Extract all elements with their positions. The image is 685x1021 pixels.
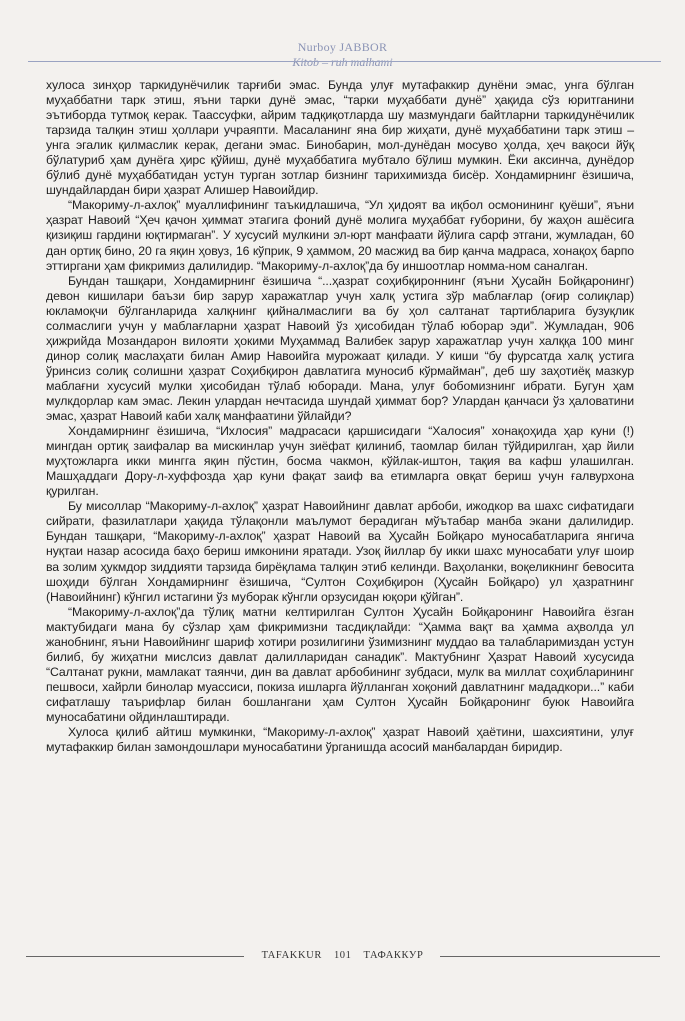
footer-journal-cyrillic: ТАФАККУР <box>363 950 424 961</box>
footer-label <box>0 949 685 963</box>
header-rule <box>28 61 661 62</box>
article-body <box>46 78 634 755</box>
paragraph: Бу мисоллар “Макориму-л-ахлоқ” ҳазрат Навоийнинг давлат арбоби, ижодкор ва шахс сифатидаги сийрати, фазилатлари ҳақида тўлақонли маълумот берадиган мўътабар манба экани далилидир. Бундан ташқари, “Макориму-л-ахлоқ” ҳазрат Навоий ва Ҳусайн Бойқаро муносабатларига янгича нуқтаи назар асосида баҳо бериш имконини яратади. Узоқ йиллар бу икки шахс муносабати улуғ шоир ва золим ҳукмдор зиддияти тарзида бирёқлама талқин этиб келинди. Ваҳоланки, воқеликнинг бевосита шоҳиди бўлган Хондамирнинг ёзишича, “Султон Соҳибқирон (Ҳусайн Бойқаро) ул ҳазратнинг (Навоийнинг) кўнгил истагини ўз муборак кўнгли орзусидан юқори қўйган”. <box>46 499 634 604</box>
paragraph: “Макориму-л-ахлоқ” муаллифининг таъкидлашича, “Ул ҳидоят ва иқбол осмонининг қуёши”, яъни ҳазрат Навоий “Ҳеч қачон ҳиммат этагига фоний дунё молига муҳаббат ғуборини, бу жаҳон ашёсига қизиқиш гардини юқтирмаган”. У хусусий мулкини эл-юрт манфаати йўлига сарф этгани, жумладан, 60 дан ортиқ бино, 20 га яқин ҳовуз, 16 кўприк, 9 ҳаммом, 20 масжид ва бир қанча мадраса, хонақоҳ барпо эттиргани ҳам фикримиз далилидир. “Макориму-л-ахлоқ”да бу иншоотлар номма-ном саналган. <box>46 198 634 273</box>
page-number: 101 <box>333 950 352 961</box>
paragraph: хулоса зинҳор таркидунёчилик тарғиби эмас. Бунда улуғ мутафаккир дунёни эмас, унга бўлган муҳаббатни тарк этиш, яъни тарки дунё эмас, “тарки муҳаббати дунё” ҳақида сўз юритганини эътиборда тутмоқ керак. Таассуфки, айрим тадқиқотларда шу мазмундаги байтларни таркидунёчилик тарзида талқин этиш ҳоллари учраяпти. Масаланинг яна бир жиҳати, дунё муҳаббатини тарк этиш – унга эгалик қилмаслик керак, дегани эмас. Бинобарин, мол-дунёдан мосуво ҳолда, ҳеч вақоси йўқ бўлатуриб ҳам дунёга ҳирс қўйиш, дунё муҳаббатига мубтало бўлиш мумкин. Ёки аксинча, дунёдор бўлиб дунё муҳаббатидан устун турган зотлар бизнинг тарихимизда бисёр. Хондамирнинг ёзишича, шундайлардан бири ҳазрат Алишер Навоийдир. <box>46 78 634 198</box>
paragraph: Хондамирнинг ёзишича, “Ихлосия” мадрасаси қаршисидаги “Халосия” хонақоҳида ҳар куни (!) мингдан ортиқ заифалар ва мискинлар учун зиёфат қилиниб, таомлар билан тўйдирилган, ҳар йили муҳтожларга икки мингга яқин пўстин, босма чакмон, кўйлак-иштон, тақия ва кафш улашилган. Машҳаддаги Дору-л-хуффозда ҳар куни фақат заиф ва етимларга овқат бериш учун ғалвурхона қурилган. <box>46 424 634 499</box>
paragraph: Бундан ташқари, Хондамирнинг ёзишича “...ҳазрат соҳибқироннинг (яъни Ҳусайн Бойқаронинг) девон кишилари баъзи бир зарур харажатлар учун халқ устига зўр маблағлар (оғир солиқлар) юкламоқчи бўлганларида халқнинг қийналмаслиги ва бу ҳол салтанат тартибларига бузуқлик солмаслиги учун у маблағларни ҳазрат Навоий ўз ҳисобидан тўлаб юборар эди”. Жумладан, 906 ҳижрийда Мозандарон вилояти ҳокими Муҳаммад Валибек зарур харажатлар учун халққа 100 минг динор солиқ маслаҳати билан Амир Навоийга мурожаат қилади. У киши “бу фурсатда халқ устига ўринсиз солиқ солишни ҳазрат Соҳибқирон давлатига муносиб кўрмайман”, деб шу заҳотиёқ мазкур маблағни хусусий мулки ҳисобидан тўлаб юборади. Мана, улуғ бобомизнинг ибрати. Бугун ҳам мулкдорлар кам эмас. Лекин улардан нечтасида шундай ҳиммат бор? Улардан қанчаси ўз ҳаловатини эмас, ҳазрат Навоий каби халқ манфаатини ўйлайди? <box>46 273 634 424</box>
header-book-title: Kitob – ruh malhami <box>292 55 393 69</box>
paragraph: “Макориму-л-ахлоқ”да тўлиқ матни келтирилган Султон Ҳусайн Бойқаронинг Навоийга ёзган мактубидаги мана бу сўзлар ҳам фикримизни тасдиқлайди: “Ҳамма вақт ва ҳамма аҳволда ул жанобнинг, яъни Навоийнинг шариф хотири розилигини ўзимизнинг муддао ва талабларимиздан устун билиб, бу жиҳатни мислсиз давлат далилларидан санадик”. Мактубнинг Ҳазрат Навоий хусусида “Салтанат рукни, мамлакат таянчи, дин ва давлат арбобининг зубдаси, мулк ва миллат соҳибларининг пешвоси, хайрли бинолар муассиси, покиза ишларга йўлланган хоқоний давлатнинг мададкори...” каби сифатлашу таърифлар билан бошлангани ҳам Султон Ҳусайн Бойқаронинг буюк Навоийга муносабатини ойдинлаштиради. <box>46 604 634 724</box>
paragraph: Хулоса қилиб айтиш мумкинки, “Макориму-л-ахлоқ” ҳазрат Навоий ҳаётини, шахсиятини, улуғ мутафаккир билан замондошлари муносабатини ўрганишда асосий манбалардан биридир. <box>46 725 634 755</box>
running-footer <box>0 949 685 963</box>
header-author: Nurboy JABBOR <box>297 40 388 54</box>
running-header <box>0 40 685 69</box>
footer-journal-latin: TAFAKKUR <box>261 950 322 961</box>
